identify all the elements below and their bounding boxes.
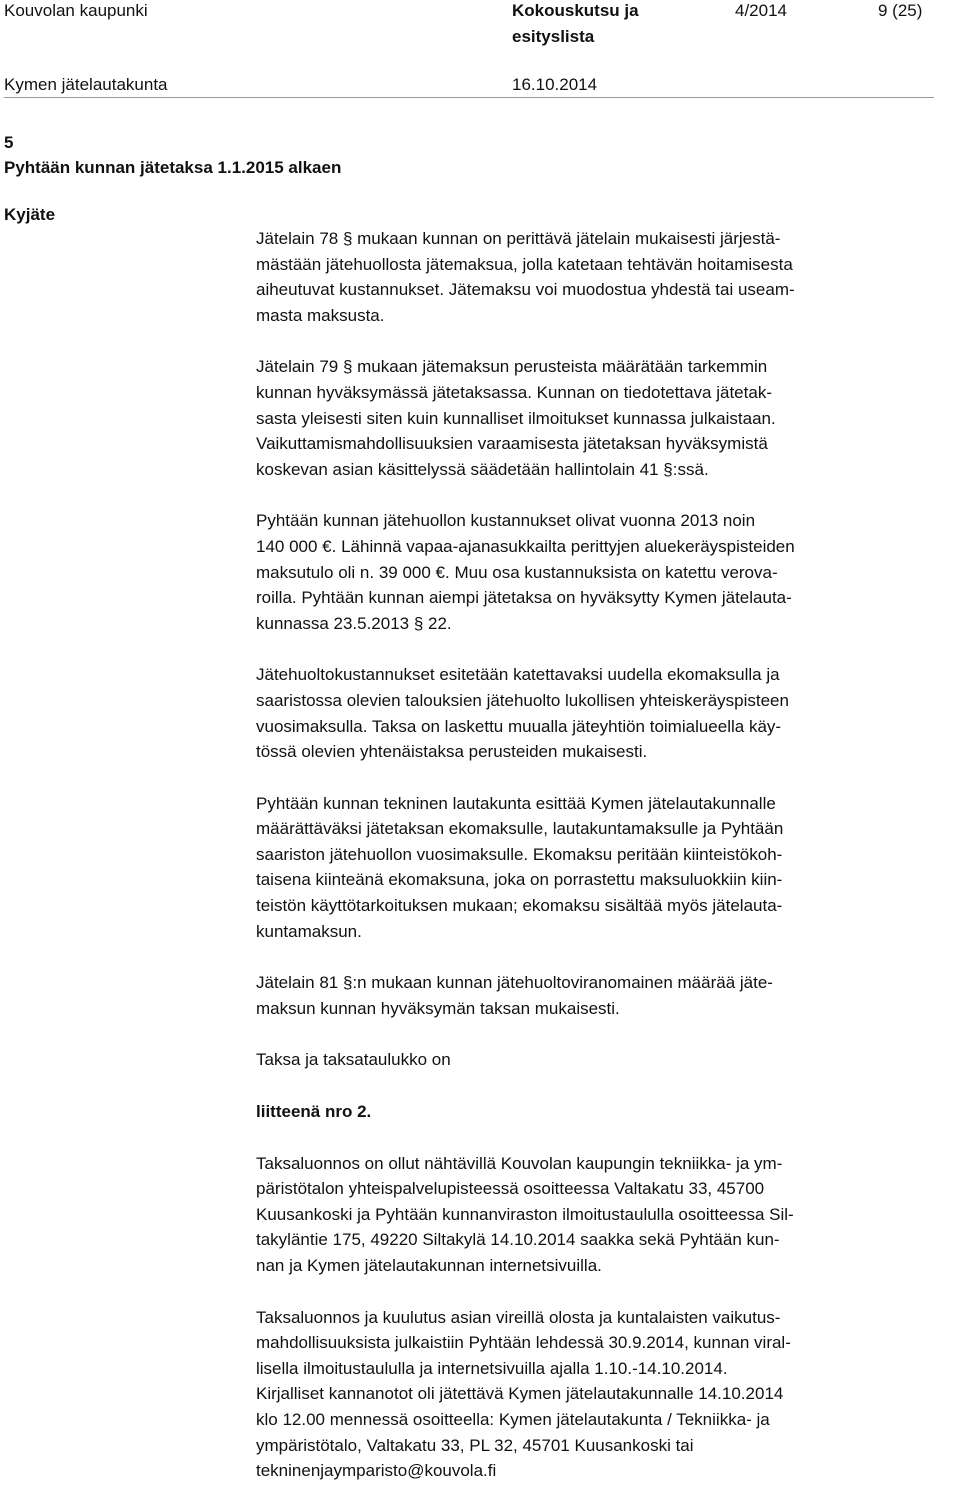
paragraph-line: kuntamaksun. [256, 921, 362, 941]
paragraph-line: 140 000 €. Lähinnä vapaa-ajanasukkailta perittyjen aluekeräyspisteiden [256, 536, 795, 556]
paragraph-line: Jätehuoltokustannukset esitetään katettavaksi uudella ekomaksulla ja [256, 665, 780, 685]
header-meeting-number: 4/2014 [735, 1, 787, 20]
paragraph-line: saaristossa olevien talouksien jätehuolto lukollisen yhteiskeräyspisteen [256, 690, 789, 710]
paragraph-line: ympäristötalo, Valtakatu 33, PL 32, 45701 Kuusankoski tai [256, 1435, 694, 1455]
header-organization: Kouvolan kaupunki [4, 1, 148, 20]
paragraph-line: kunnassa 23.5.2013 § 22. [256, 613, 452, 633]
body-paragraph [256, 1099, 946, 1125]
paragraph-line: liitteenä nro 2. [256, 1102, 372, 1122]
body-paragraph [256, 1305, 946, 1484]
paragraph-line: takyläntie 175, 49220 Siltakylä 14.10.2014 saakka sekä Pyhtään kun- [256, 1230, 780, 1250]
paragraph-line: Taksaluonnos ja kuulutus asian vireillä olosta ja kuntalaisten vaikutus- [256, 1307, 781, 1327]
paragraph-line: koskevan asian käsittelyssä säädetään hallintolain 41 §:ssä. [256, 459, 709, 479]
paragraph-line: Jätelain 78 § mukaan kunnan on perittävä jätelain mukaisesti järjestä- [256, 229, 781, 248]
paragraph-line: klo 12.00 mennessä osoitteella: Kymen jätelautakunta / Tekniikka- ja [256, 1409, 770, 1429]
paragraph-line: lisella ilmoitustaululla ja internetsivuilla ajalla 1.10.-14.10.2014. [256, 1358, 728, 1378]
paragraph-line: tekninenjaymparisto@kouvola.fi [256, 1461, 497, 1481]
paragraph-line: sasta yleisesti siten kuin kunnalliset ilmoitukset kunnassa julkaistaan. [256, 408, 776, 428]
header-document-type-line1: Kokouskutsu ja [512, 1, 639, 20]
body-paragraph [256, 1047, 946, 1073]
paragraph-line: masta maksusta. [256, 305, 385, 325]
header-committee: Kymen jätelautakunta [4, 75, 168, 94]
paragraph-line: maksutulo oli n. 39 000 €. Muu osa kustannuksista on katettu verova- [256, 562, 778, 582]
item-title: Pyhtään kunnan jätetaksa 1.1.2015 alkaen [4, 158, 342, 177]
paragraph-line: Jätelain 81 §:n mukaan kunnan jätehuoltoviranomainen määrää jäte- [256, 973, 773, 993]
paragraph-line: aiheutuvat kustannukset. Jätemaksu voi muodostua yhdestä tai useam- [256, 280, 795, 300]
body-paragraph [256, 508, 946, 636]
paragraph-line: roilla. Pyhtään kunnan aiempi jätetaksa on hyväksytty Kymen jätelauta- [256, 588, 792, 608]
paragraph-line: teistön käyttötarkoituksen mukaan; ekomaksu sisältää myös jätelauta- [256, 896, 783, 916]
paragraph-line: mästään jätehuollosta jätemaksua, jolla katetaan tehtävän hoitamisesta [256, 254, 793, 274]
header-page-number: 9 (25) [878, 1, 923, 20]
section-label: Kyjäte [4, 205, 56, 224]
paragraph-line: määrättäväksi jätetaksan ekomaksulle, lautakuntamaksulle ja Pyhtään [256, 819, 784, 839]
item-number: 5 [4, 133, 14, 152]
body-paragraph [256, 662, 946, 764]
paragraph-line: päristötalon yhteispalvelupisteessä osoitteessa Valtakatu 33, 45700 [256, 1179, 765, 1199]
body-paragraph [256, 791, 946, 945]
paragraph-line: nan ja Kymen jätelautakunnan internetsivuilla. [256, 1256, 602, 1275]
header-document-type [512, 0, 639, 50]
paragraph-line: Pyhtään kunnan tekninen lautakunta esittää Kymen jätelautakunnalle [256, 793, 776, 813]
paragraph-line: Taksaluonnos on ollut nähtävillä Kouvolan kaupungin tekniikka- ja ym- [256, 1153, 783, 1173]
paragraph-line: mahdollisuuksista julkaistiin Pyhtään lehdessä 30.9.2014, kunnan viral- [256, 1333, 791, 1353]
paragraph-line: vuosimaksulla. Taksa on laskettu muualla jäteyhtiön toimialueella käy- [256, 716, 782, 736]
paragraph-line: Jätelain 79 § mukaan jätemaksun perusteista määrätään tarkemmin [256, 357, 768, 377]
paragraph-line: Kuusankoski ja Pyhtään kunnanviraston ilmoitustaululla osoitteessa Sil- [256, 1204, 794, 1224]
body-paragraph [256, 970, 946, 1021]
paragraph-line: kunnan hyväksymässä jätetaksassa. Kunnan on tiedotettava jätetak- [256, 382, 772, 402]
paragraph-line: taisena kiinteänä ekomaksuna, joka on porrastettu maksuluokkiin kiin- [256, 870, 783, 890]
paragraph-line: Pyhtään kunnan jätehuollon kustannukset olivat vuonna 2013 noin [256, 511, 756, 531]
header-date: 16.10.2014 [512, 75, 598, 94]
paragraph-line: Taksa ja taksataulukko on [256, 1050, 451, 1070]
paragraph-line: Vaikuttamismahdollisuuksien varaamisesta jätetaksan hyväksymistä [256, 434, 768, 454]
body-paragraph [256, 226, 946, 328]
body-paragraph [256, 1151, 946, 1279]
paragraph-line: tössä olevien yhtenäistaksa perusteiden mukaisesti. [256, 742, 648, 762]
header-document-type-line2: esityslista [512, 27, 595, 46]
body-paragraph [256, 354, 946, 482]
item-heading [4, 130, 341, 180]
body-text [256, 226, 946, 1510]
paragraph-line: Kirjalliset kannanotot oli jätettävä Kymen jätelautakunnalle 14.10.2014 [256, 1384, 784, 1404]
header-divider [4, 97, 934, 98]
paragraph-line: saariston jätehuollon vuosimaksulle. Ekomaksu peritään kiinteistökoh- [256, 844, 783, 864]
paragraph-line: maksun kunnan hyväksymän taksan mukaisesti. [256, 998, 620, 1018]
